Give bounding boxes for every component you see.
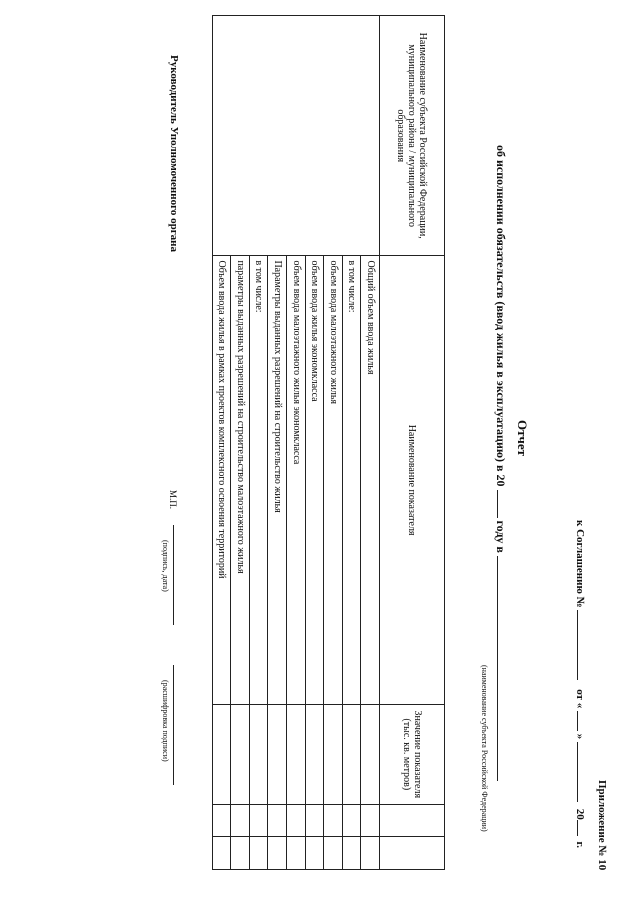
indicator-cell: параметры выданных разрешений на строительство малоэтажного жилья — [231, 256, 250, 704]
report-subtitle-line — [493, 145, 508, 781]
signature-decode-field[interactable] — [173, 665, 184, 785]
signature-field[interactable] — [173, 525, 184, 625]
date-day-field — [577, 711, 588, 731]
date-year-field — [577, 820, 588, 836]
report-subtitle: об исполнении обязательств (ввод жилья в эксплуатацию) в 20 — [494, 145, 508, 487]
indicators-table — [212, 15, 445, 870]
agreement-line — [574, 520, 588, 848]
value-cell[interactable] — [231, 704, 250, 804]
value-cell[interactable] — [342, 704, 361, 804]
subject-name-field — [497, 556, 508, 781]
value-cell[interactable] — [249, 704, 268, 804]
value-cell[interactable] — [361, 704, 380, 804]
agreement-prefix: к Соглашению № — [574, 520, 586, 608]
report-year-field — [497, 490, 508, 518]
value-cell[interactable] — [268, 704, 287, 804]
report-subtitle-year: году в — [494, 520, 508, 553]
indicator-cell: объем ввода малоэтажного жилья экономкласса — [287, 256, 306, 704]
value-cell[interactable] — [324, 704, 343, 804]
table-row — [361, 16, 380, 870]
subject-caption: (наименование субъекта Российской Федерации) — [480, 665, 489, 832]
table-header-row — [380, 16, 445, 870]
appendix-number: Приложение № 10 — [596, 780, 608, 871]
indicator-cell: в том числе: — [249, 256, 268, 704]
year-prefix: 20 — [574, 808, 586, 820]
year-suffix: г. — [574, 841, 586, 848]
subject-cell[interactable] — [212, 16, 379, 256]
indicator-cell: Объем ввода жилья в рамках проектов комплексного освоения территорий — [212, 256, 231, 704]
indicator-cell: в том числе: — [342, 256, 361, 704]
header-indicator: Наименование показателя — [380, 256, 445, 704]
value-cell[interactable] — [287, 704, 306, 804]
header-empty-2 — [380, 837, 445, 870]
head-of-authority: Руководитель Уполномоченного органа — [168, 55, 180, 253]
stamp-place: М.П. — [168, 490, 178, 510]
value-cell[interactable] — [305, 704, 324, 804]
agreement-number-field — [577, 610, 588, 680]
value-cell[interactable] — [212, 704, 231, 804]
date-month-field — [577, 742, 588, 802]
date-quote-close: » — [574, 733, 586, 740]
report-title: Отчет — [515, 420, 530, 456]
header-value: Значение показателя (тыс. кв. метров) — [380, 704, 445, 804]
header-empty-1 — [380, 804, 445, 837]
indicator-cell: объем ввода жилья экономкласса — [305, 256, 324, 704]
indicator-cell: Общий объем ввода жилья — [361, 256, 380, 704]
header-subject: Наименование субъекта Российской Федерации, муниципального района / муниципального образования — [380, 16, 445, 256]
date-from: от « — [574, 689, 586, 709]
indicator-cell: объем ввода малоэтажного жилья — [324, 256, 343, 704]
signature-decode-caption: (расшифровка подписи) — [161, 680, 170, 762]
indicator-cell: Параметры выданных разрешений на строительство жилья — [268, 256, 287, 704]
signature-caption: (подпись, дата) — [161, 540, 170, 592]
